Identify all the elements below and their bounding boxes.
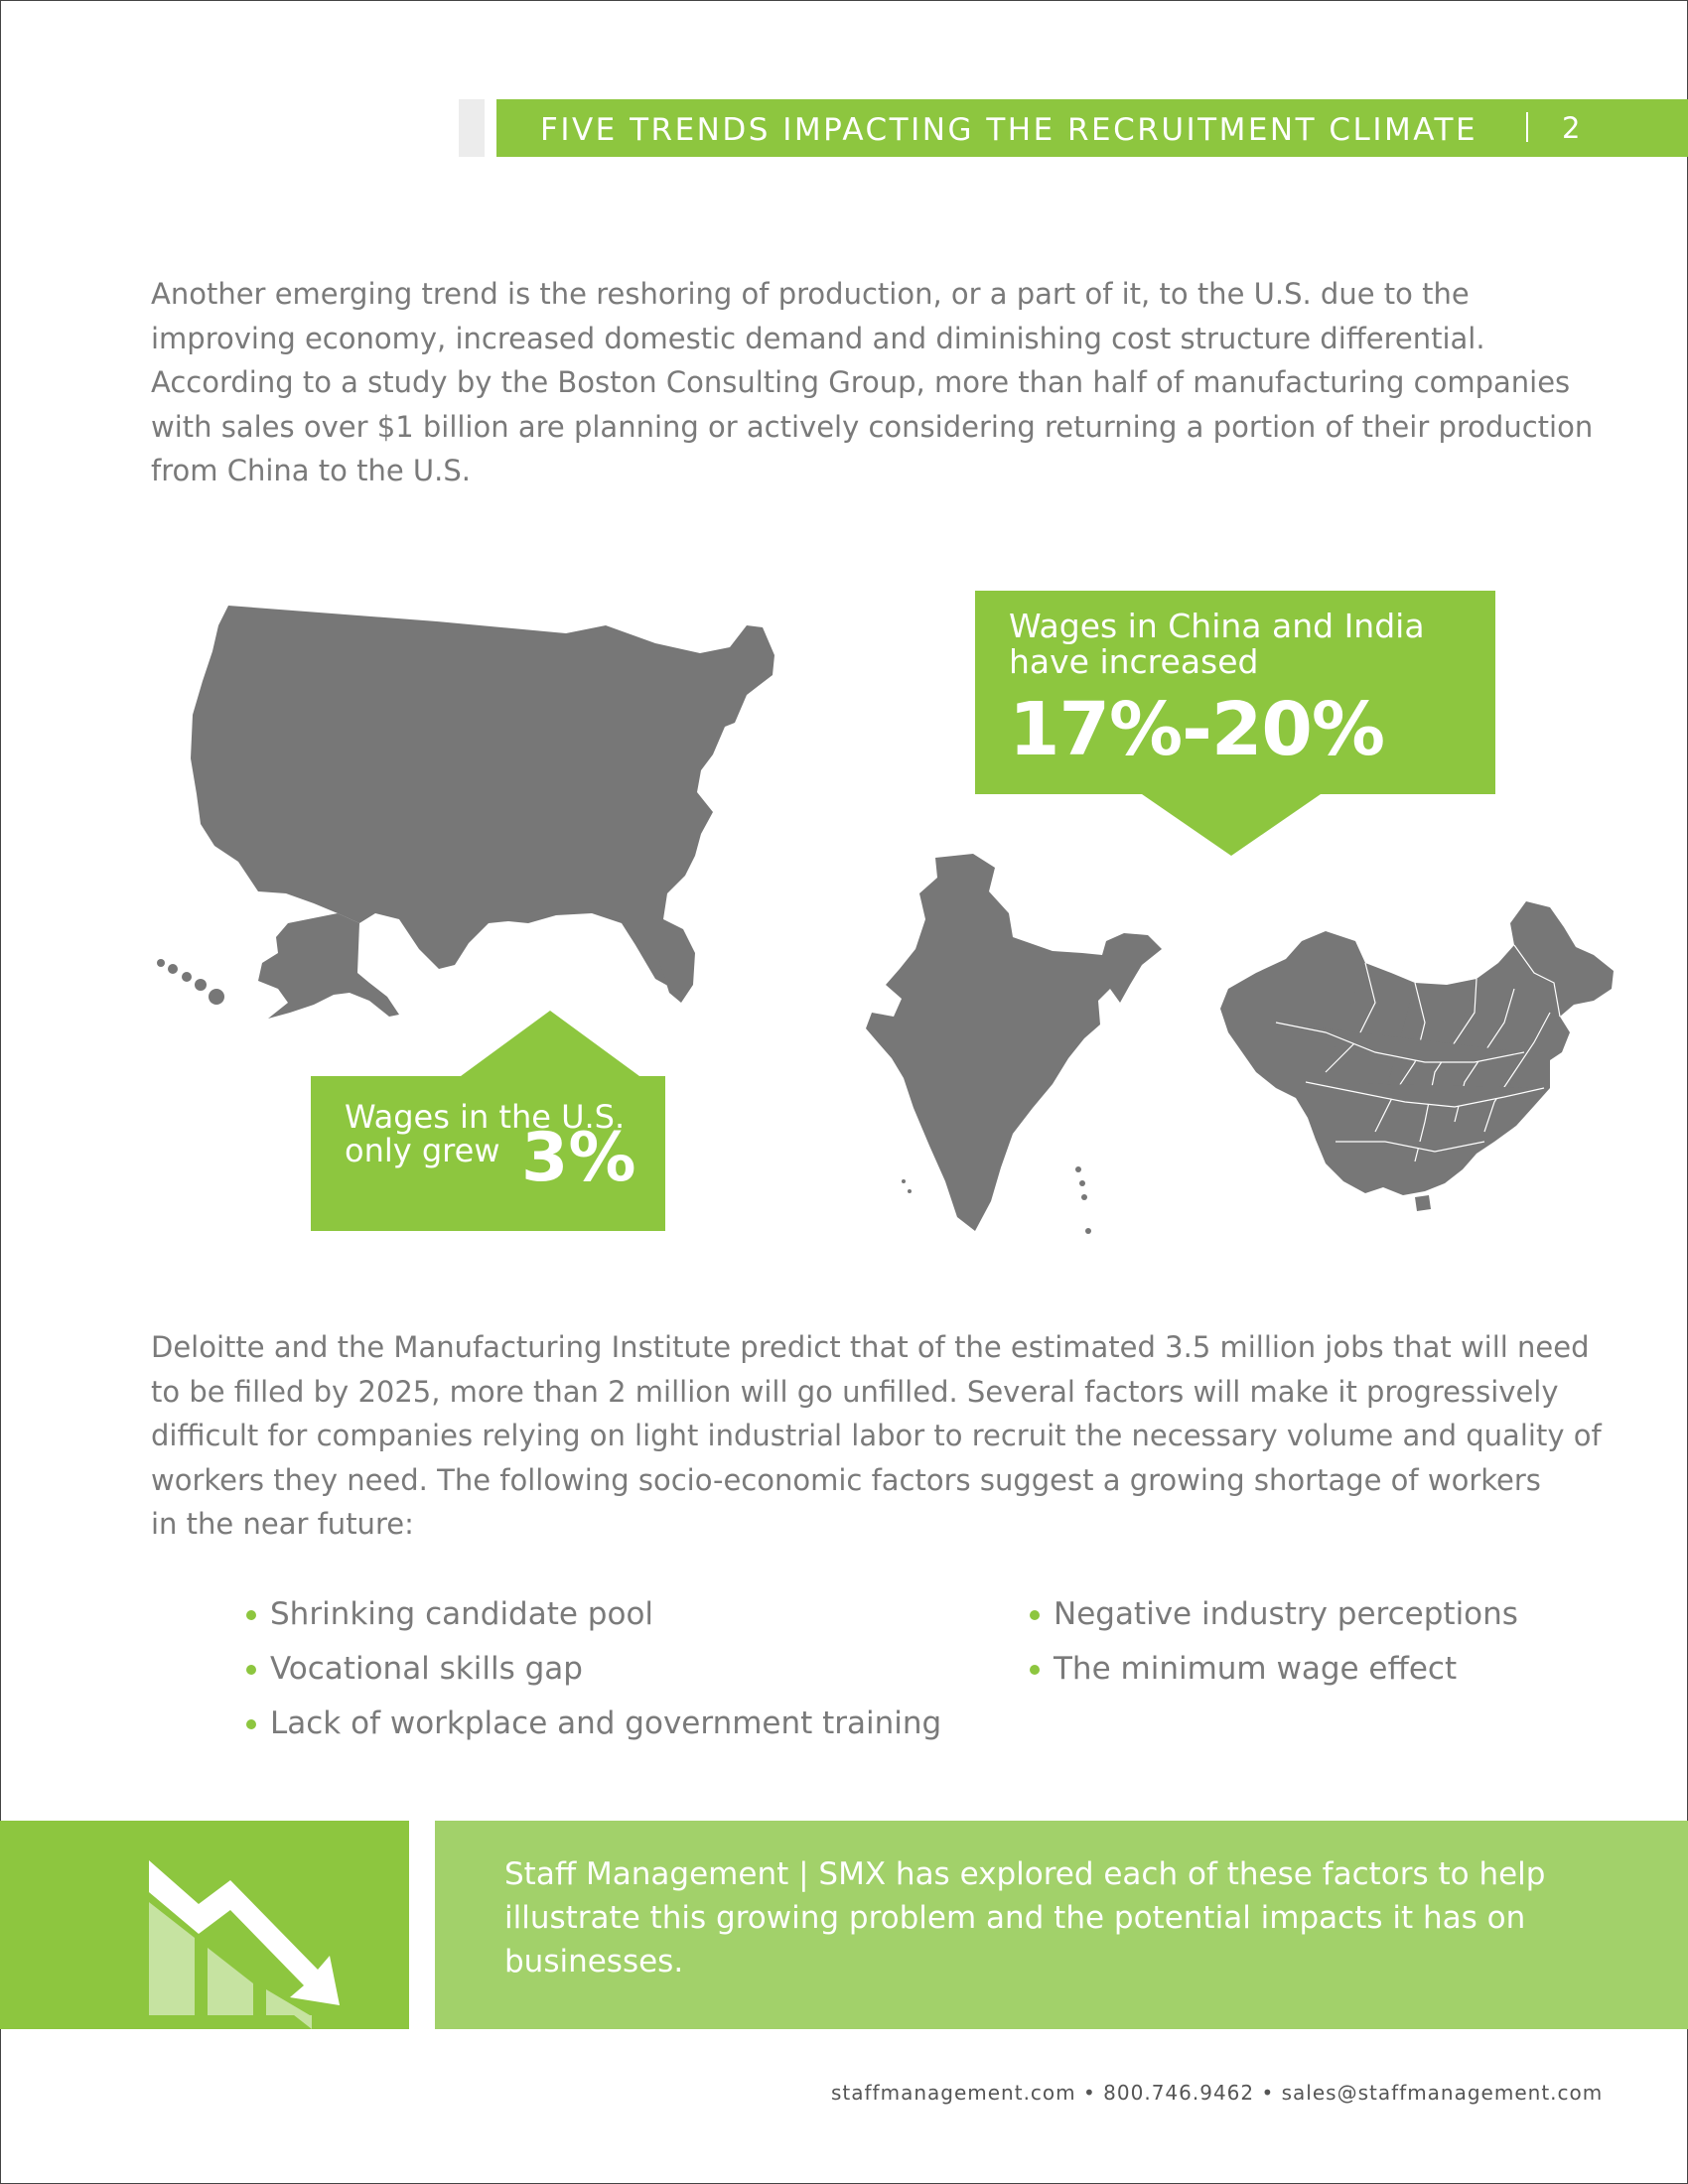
asia-callout-pointer	[1142, 794, 1321, 856]
header-bar	[496, 99, 1688, 157]
body-line: to be filled by 2025, more than 2 million will go unfilled. Several factors will make it progressively	[151, 1374, 1559, 1409]
factor-label: Shrinking candidate pool	[270, 1596, 654, 1632]
intro-line: Another emerging trend is the reshoring of production, or a part of it, to the U.S. due to the	[151, 277, 1470, 311]
bullet-icon	[1030, 1665, 1040, 1675]
bullet-icon	[246, 1719, 256, 1729]
factor-label: Lack of workplace and government training	[270, 1706, 942, 1741]
intro-paragraph	[151, 272, 1640, 493]
list-item	[1030, 1594, 1518, 1649]
banner-text	[504, 1852, 1597, 1983]
asia-wage-value: 17%-20%	[1009, 687, 1384, 772]
intro-line: with sales over $1 billion are planning or actively considering returning a portion of their production	[151, 409, 1594, 444]
us-wage-callout	[311, 1076, 665, 1231]
factors-list-left	[246, 1594, 941, 1758]
page-number: 2	[1562, 111, 1581, 145]
header-title: FIVE TRENDS IMPACTING THE RECRUITMENT CLIMATE	[540, 112, 1478, 148]
us-callout-line1: Wages in the U.S.	[345, 1098, 626, 1136]
asia-callout-line2: have increased	[1009, 642, 1259, 681]
footer-contact: staffmanagement.com • 800.746.9462 • sales@staffmanagement.com	[831, 2081, 1604, 2105]
us-callout-pointer	[461, 1011, 639, 1076]
banner-line: businesses.	[504, 1944, 684, 1979]
india-map	[864, 854, 1211, 1241]
body-line: difficult for companies relying on light industrial labor to recruit the necessary volume and quality of	[151, 1419, 1602, 1453]
banner-line: illustrate this growing problem and the potential impacts it has on	[504, 1900, 1526, 1936]
factor-label: Vocational skills gap	[270, 1651, 583, 1687]
list-item	[246, 1649, 941, 1704]
body-line: Deloitte and the Manufacturing Institute predict that of the estimated 3.5 million jobs that will need	[151, 1330, 1590, 1364]
intro-line: According to a study by the Boston Consulting Group, more than half of manufacturing companies	[151, 365, 1571, 400]
intro-line: from China to the U.S.	[151, 454, 471, 488]
us-wage-value: 3%	[521, 1119, 636, 1197]
body-line: in the near future:	[151, 1507, 414, 1542]
factors-list-right	[1030, 1594, 1518, 1704]
bullet-icon	[246, 1665, 256, 1675]
factor-label: Negative industry perceptions	[1054, 1596, 1518, 1632]
asia-callout-line1: Wages in China and India	[1009, 607, 1425, 645]
factor-label: The minimum wage effect	[1054, 1651, 1458, 1687]
bullet-icon	[246, 1610, 256, 1620]
banner-line: Staff Management | SMX has explored each of these factors to help	[504, 1856, 1546, 1892]
body-line: workers they need. The following socio-economic factors suggest a growing shortage of workers	[151, 1462, 1541, 1497]
decline-chart-icon-box	[0, 1821, 409, 2029]
declining-chart-icon	[0, 1821, 409, 2029]
list-item	[246, 1704, 941, 1758]
intro-line: improving economy, increased domestic demand and diminishing cost structure differential.	[151, 321, 1485, 355]
body-paragraph	[151, 1325, 1640, 1547]
info-banner	[435, 1821, 1688, 2029]
list-item	[1030, 1649, 1518, 1704]
asia-wage-callout	[975, 591, 1495, 794]
header-accent-block	[459, 99, 485, 157]
header-divider	[1526, 112, 1528, 142]
bullet-icon	[1030, 1610, 1040, 1620]
us-callout-line2: only grew	[345, 1132, 500, 1169]
list-item	[246, 1594, 941, 1649]
usa-map	[139, 596, 794, 1032]
china-map	[1216, 893, 1623, 1211]
